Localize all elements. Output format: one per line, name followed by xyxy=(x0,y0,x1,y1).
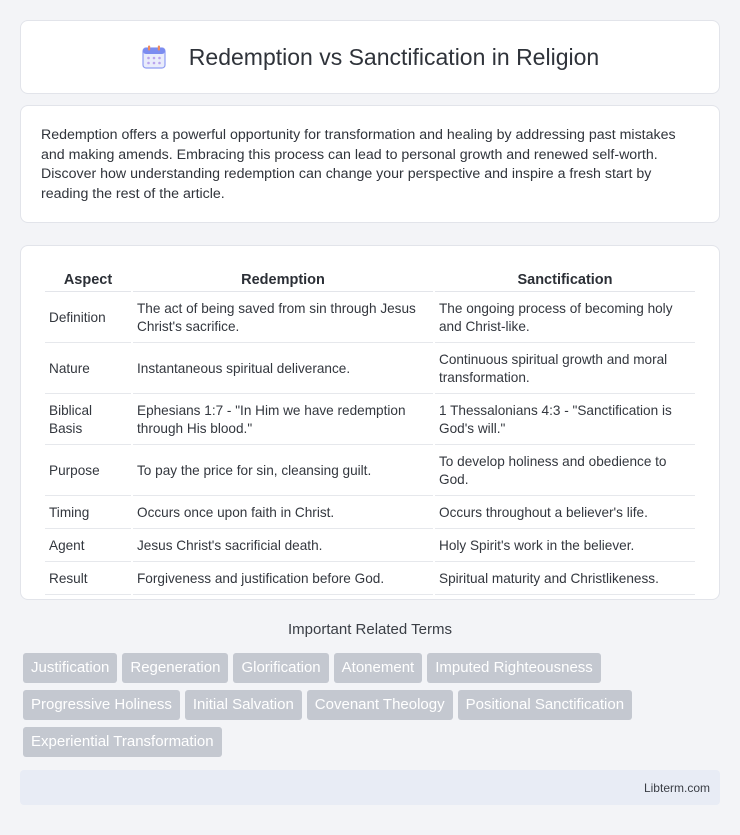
sanctification-cell: Spiritual maturity and Christlikeness. xyxy=(435,564,695,595)
aspect-cell: Agent xyxy=(45,531,131,562)
table-row xyxy=(45,564,695,595)
related-term-tag[interactable]: Imputed Righteousness xyxy=(427,653,601,683)
header xyxy=(141,44,599,71)
table-row xyxy=(45,498,695,529)
intro-card xyxy=(20,105,720,223)
header-sanctification: Sanctification xyxy=(435,268,695,292)
footer-site-link[interactable]: Libterm.com xyxy=(643,780,710,795)
related-term-tag[interactable]: Experiential Transformation xyxy=(23,727,222,757)
redemption-cell: To pay the price for sin, cleansing guilt. xyxy=(133,447,433,496)
sanctification-cell: Continuous spiritual growth and moral transformation. xyxy=(435,345,695,394)
sanctification-cell: The ongoing process of becoming holy and Christ-like. xyxy=(435,294,695,343)
aspect-cell: Biblical Basis xyxy=(45,396,131,445)
aspect-cell: Purpose xyxy=(45,447,131,496)
related-term-tag[interactable]: Positional Sanctification xyxy=(458,690,632,720)
sanctification-cell: Holy Spirit's work in the believer. xyxy=(435,531,695,562)
aspect-cell: Timing xyxy=(45,498,131,529)
aspect-cell: Definition xyxy=(45,294,131,343)
page-title: Redemption vs Sanctification in Religion xyxy=(188,43,600,70)
redemption-cell: Occurs once upon faith in Christ. xyxy=(133,498,433,529)
table-header-row xyxy=(45,268,695,292)
related-term-tag[interactable]: Covenant Theology xyxy=(307,690,453,720)
calendar-icon xyxy=(141,44,167,70)
sanctification-cell: Occurs throughout a believer's life. xyxy=(435,498,695,529)
related-terms-list xyxy=(23,653,723,764)
table-row xyxy=(45,294,695,343)
related-term-tag[interactable]: Atonement xyxy=(334,653,423,683)
related-term-tag[interactable]: Regeneration xyxy=(122,653,228,683)
redemption-cell: Ephesians 1:7 - "In Him we have redemption through His blood." xyxy=(133,396,433,445)
header-card xyxy=(20,20,720,94)
related-term-tag[interactable]: Initial Salvation xyxy=(185,690,302,720)
table-row xyxy=(45,447,695,496)
footer xyxy=(20,770,720,805)
related-term-tag[interactable]: Glorification xyxy=(233,653,328,683)
header-aspect: Aspect xyxy=(45,268,131,292)
sanctification-cell: To develop holiness and obedience to God. xyxy=(435,447,695,496)
aspect-cell: Result xyxy=(45,564,131,595)
related-terms-title: Important Related Terms xyxy=(288,621,452,638)
redemption-cell: The act of being saved from sin through Jesus Christ's sacrifice. xyxy=(133,294,433,343)
related-term-tag[interactable]: Progressive Holiness xyxy=(23,690,180,720)
redemption-cell: Instantaneous spiritual deliverance. xyxy=(133,345,433,394)
table-row xyxy=(45,396,695,445)
comparison-table-card xyxy=(20,245,720,600)
aspect-cell: Nature xyxy=(45,345,131,394)
comparison-table xyxy=(43,266,697,597)
related-term-tag[interactable]: Justification xyxy=(23,653,117,683)
redemption-cell: Forgiveness and justification before God. xyxy=(133,564,433,595)
sanctification-cell: 1 Thessalonians 4:3 - "Sanctification is God's will." xyxy=(435,396,695,445)
table-row xyxy=(45,345,695,394)
header-redemption: Redemption xyxy=(133,268,433,292)
intro-text: Redemption offers a powerful opportunity for transformation and healing by addressing past mistakes and making amends. Embracing this process can lead to personal growth and renewed self-worth. Discover how understanding redemption can change your perspective and inspire a fresh start by reading the rest of the article. xyxy=(41,127,676,202)
redemption-cell: Jesus Christ's sacrificial death. xyxy=(133,531,433,562)
table-row xyxy=(45,531,695,562)
